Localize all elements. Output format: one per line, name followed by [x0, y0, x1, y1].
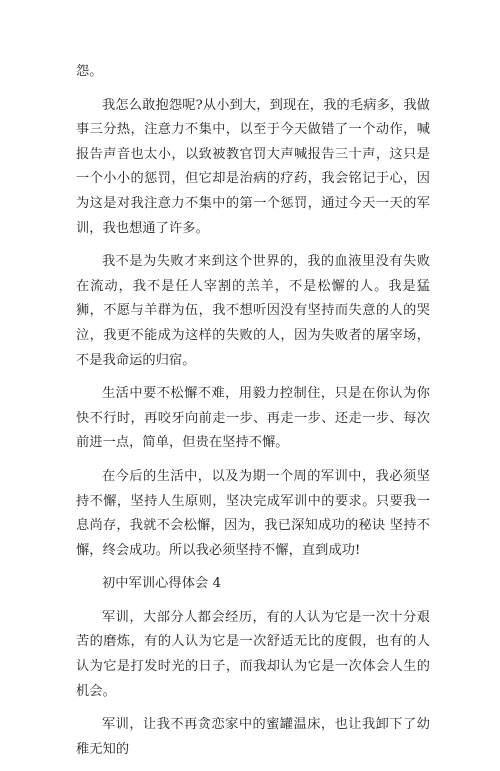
section-heading: 初中军训心得体会 4: [102, 576, 222, 592]
paragraph-not-born-to-fail: 我不是为失败才来到这个世界的，我的血液里没有失败在流动，我不是任人宰割的羔羊，不是松懈的人。我是猛狮，不愿与羊群为伍，我不想听因没有坚持而失意的人的哭泣，我更不能成为这样的失败的人，因为失败者的屠宰场，不是我命运的归宿。: [76, 254, 430, 368]
paragraph-persistence: 生活中要不松懈不难，用毅力控制住，只是在你认为你快不行时，再咬牙向前走一步、再走一步、还走一步、每次前进一点，简单，但贵在坚持不懈。: [76, 386, 430, 451]
paragraph-military-training-views: 军训，大部分人都会经历，有的人认为它是一次十分艰苦的磨炼，有的人认为它是一次舒适无比的度假，也有的人认为它是打发时光的日子，而我却认为它是一次体会人生的机会。: [76, 609, 430, 699]
paragraph-continuation: 怨。: [76, 64, 103, 79]
paragraph-military-training-lesson: 军训，让我不再贪恋家中的蜜罐温床，也让我卸下了幼稚无知的: [76, 717, 430, 757]
document-body: [76, 60, 430, 771]
paragraph-complaint-reflection: 我怎么敢抱怨呢?从小到大，到现在，我的毛病多，我做事三分热，注意力不集中，以至于今天做错了一个动作，喊报告声音也太小，以致被教官罚大声喊报告三十声，这只是一个小小的惩罚，但它却是治病的疗药，我会铭记于心，因为这是对我注意力不集中的第一个惩罚，通过今天一天的军训，我也想通了许多。: [76, 97, 430, 236]
paragraph-future-resolve: 在今后的生活中，以及为期一个周的军训中，我必须坚持不懈，坚持人生原则，坚决完成军训中的要求。只要我一息尚存，我就不会松懈，因为，我已深知成功的秘诀 坚持不懈，终会成功。所以我必须坚持不懈，直到成功!: [76, 468, 430, 558]
